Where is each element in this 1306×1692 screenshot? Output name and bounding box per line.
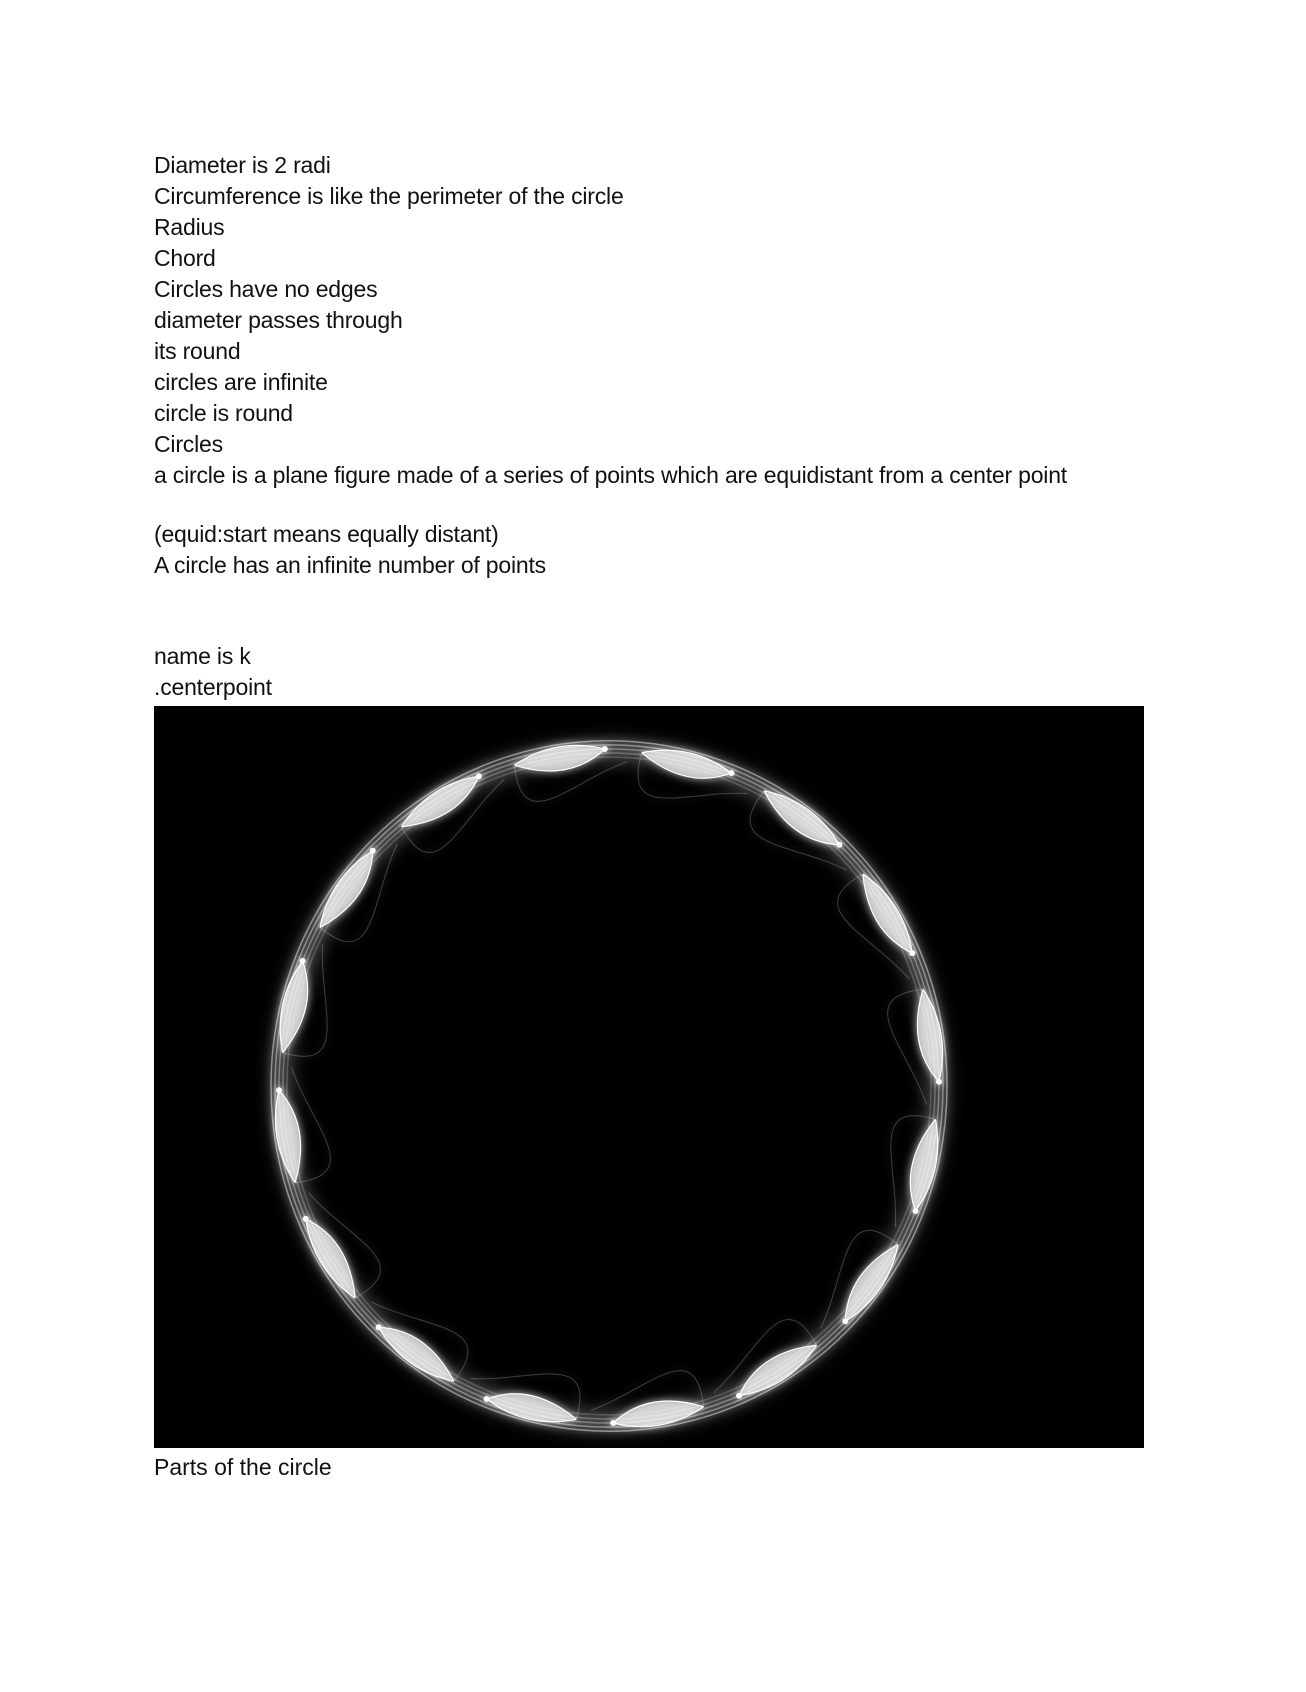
note-line: .centerpoint (154, 674, 272, 700)
ring-feather-tip (376, 1324, 382, 1330)
ring-feather-tip (602, 746, 608, 752)
ring-feather-tip (370, 848, 376, 854)
note-line: (equid:start means equally distant) (154, 521, 499, 547)
image-caption: Parts of the circle (154, 1454, 332, 1480)
ring-feather-tip (936, 1079, 942, 1085)
note-line: circle is round (154, 400, 293, 426)
note-line: a circle is a plane figure made of a series of points which are equidistant from a center point (154, 462, 1067, 488)
note-line: name is k (154, 643, 251, 669)
note-line: diameter passes through (154, 307, 403, 333)
note-line: Chord (154, 245, 216, 271)
note-line: Diameter is 2 radi (154, 152, 331, 178)
note-line: circles are infinite (154, 369, 328, 395)
circle-image (154, 706, 1144, 1448)
note-line: its round (154, 338, 241, 364)
ring-feather-tip (300, 958, 306, 964)
note-line: Circles have no edges (154, 276, 378, 302)
note-line: Circles (154, 431, 223, 457)
note-line: Circumference is like the perimeter of the circle (154, 183, 624, 209)
ring-feather-tip (728, 770, 734, 776)
ring-feather-tip (276, 1087, 282, 1093)
ring-feather-tip (909, 950, 915, 956)
paragraph-gap (154, 491, 1154, 519)
ring-feather-tip (836, 842, 842, 848)
ring-feather-tip (610, 1420, 616, 1426)
notes-text (154, 150, 1154, 703)
note-line: Radius (154, 214, 225, 240)
ring-feather-tip (913, 1208, 919, 1214)
paragraph-gap (154, 581, 1154, 641)
ring-feather-tip (484, 1396, 490, 1402)
ring-feather-tip (736, 1393, 742, 1399)
note-line: A circle has an infinite number of points (154, 552, 546, 578)
ring-feather-tip (476, 773, 482, 779)
ring-feather-tip (303, 1216, 309, 1222)
glowing-circle-fractal-icon (154, 706, 1144, 1448)
ring-feather-tip (842, 1318, 848, 1324)
